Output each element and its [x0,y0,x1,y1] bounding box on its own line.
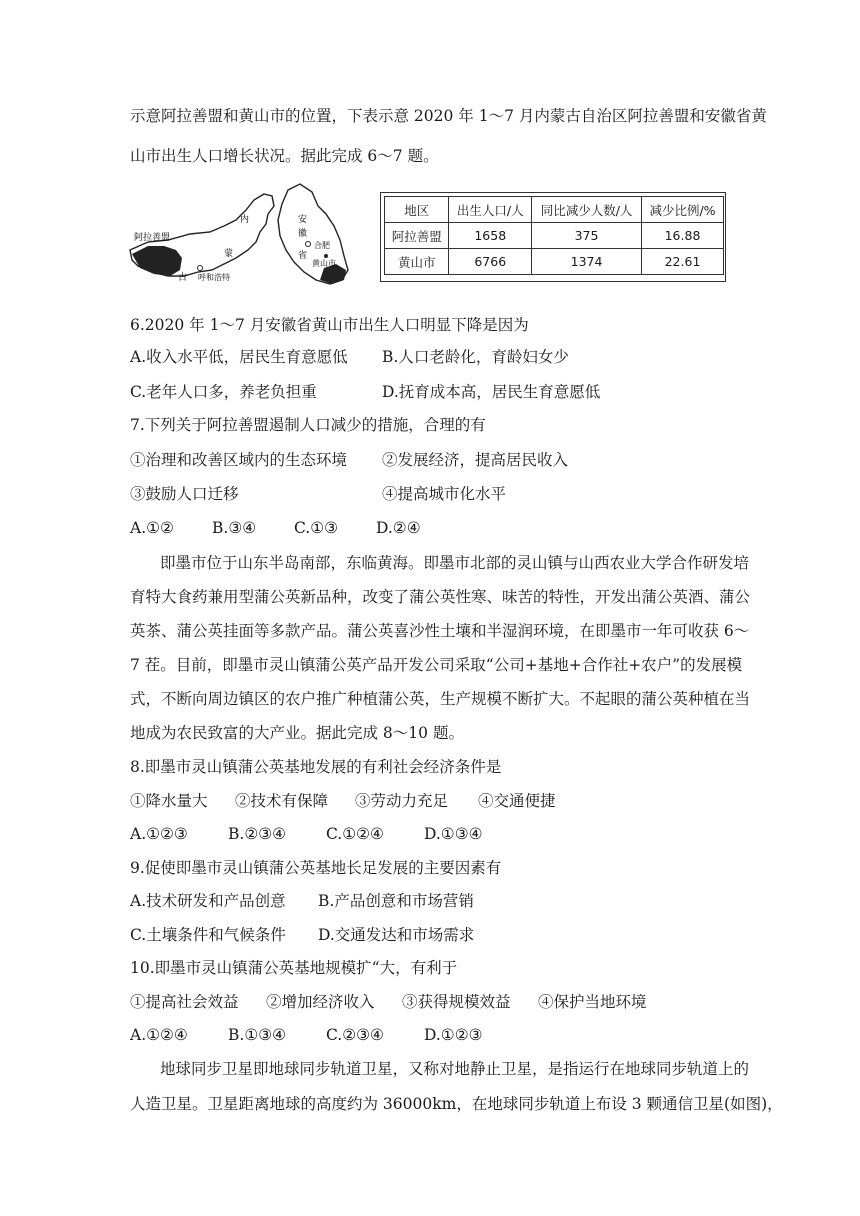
q6-stem: 6.2020 年 1～7 月安徽省黄山市出生人口明显下降是因为 [130,316,529,334]
im-label-2: 蒙 [224,249,234,259]
q9-options-cd [130,924,474,946]
q10-option-a: A.①②④ [130,1026,188,1044]
q8-stem: 8.即墨市灵山镇蒲公英基地发展的有利社会经济条件是 [130,758,502,776]
cell-ratio: 16.88 [642,223,724,249]
hefei-label: 合肥 [314,241,330,250]
passage2-line-5: 式，不断向周边镇区的农户推广种植蒲公英，生产规模不断扩大。不起眼的蒲公英种植在当 [130,690,751,708]
passage2-line-2: 育特大食药兼用型蒲公英新品种，改变了蒲公英性寒、味苦的特性，开发出蒲公英酒、蒲公 [130,588,751,606]
intro-line-1: 示意阿拉善盟和黄山市的位置，下表示意 2020 年 1～7 月内蒙古自治区阿拉善盟和安徽省黄 [130,107,767,125]
passage2-line-1: 即墨市位于山东半岛南部，东临黄海。即墨市北部的灵山镇与山西农业大学合作研发培 [160,554,750,572]
passage3-line-2: 人造卫星。卫星距离地球的高度约为 36000km，在地球同步轨道上布设 3 颗通信卫星(如图)， [130,1095,783,1113]
table-header-row [385,197,724,223]
q8-statement-3: ③劳动力充足 [355,792,449,810]
q7-option-d: D.②④ [376,519,421,537]
q8-statement-1: ①降水量大 [130,792,208,810]
huangshan-marker [324,254,328,258]
q8-option-b: B.②③④ [228,825,287,843]
q7-statements-12 [130,449,568,471]
q8-option-d: D.①③④ [424,825,483,843]
cell-births: 6766 [449,249,532,275]
q7-option-a: A.①② [130,519,174,537]
alashan-region [132,246,182,276]
q10-statement-3: ③获得规模效益 [402,993,511,1011]
passage2-line-4: 7 茬。目前，即墨市灵山镇蒲公英产品开发公司采取“公司+基地+合作社+农户”的发展模 [130,656,743,674]
q6-options-ab [130,346,569,368]
cell-decrease: 375 [532,223,642,249]
cell-region: 阿拉善盟 [385,223,449,249]
location-map [128,180,378,295]
im-label-1: 内 [240,215,250,225]
intro-line-2: 山市出生人口增长状况。据此完成 6～7 题。 [130,147,439,165]
hohhot-label: 呼和浩特 [198,273,230,282]
anhui-label-2: 徽 [298,229,308,239]
q8-statement-4: ④交通便捷 [478,792,556,810]
q10-statements [130,991,647,1013]
header-ratio: 减少比例/% [642,197,724,223]
q9-options-ab [130,890,474,912]
huangshan-label: 黄山市 [312,259,336,268]
q9-option-b: B.产品创意和市场营销 [318,892,474,910]
q7-statements-34 [130,483,506,505]
cell-region: 黄山市 [385,249,449,275]
passage3-line-1: 地球同步卫星即地球同步轨道卫星，又称对地静止卫星，是指运行在地球同步轨道上的 [160,1060,750,1078]
q6-option-c: C.老年人口多，养老负担重 [130,383,317,401]
q10-options [130,1024,483,1046]
im-label-3: 古 [178,273,188,283]
q8-options [130,823,483,845]
q7-statement-3: ③鼓励人口迁移 [130,485,239,503]
q7-options [130,517,421,539]
q10-option-c: C.②③④ [326,1026,384,1044]
cell-decrease: 1374 [532,249,642,275]
q10-stem: 10.即墨市灵山镇蒲公英基地规模扩“大，有利于 [130,959,458,977]
q9-option-d: D.交通发达和市场需求 [318,926,475,944]
q6-options-cd [130,381,600,403]
cell-ratio: 22.61 [642,249,724,275]
header-decrease: 同比减少人数/人 [532,197,642,223]
q9-option-c: C.土壤条件和气候条件 [130,926,286,944]
q10-statement-4: ④保护当地环境 [538,993,647,1011]
q8-statement-2: ②技术有保障 [235,792,329,810]
q7-option-c: C.①③ [294,519,339,537]
q8-option-a: A.①②③ [130,825,188,843]
hefei-marker [306,242,311,247]
q10-option-b: B.①③④ [228,1026,287,1044]
q6-option-b: B.人口老龄化，育龄妇女少 [382,348,569,366]
q10-statement-1: ①提高社会效益 [130,993,239,1011]
hohhot-marker [198,266,203,271]
passage2-line-3: 英茶、蒲公英挂面等多款产品。蒲公英喜沙性土壤和半湿润环境，在即墨市一年可收获 6～ [130,622,750,640]
anhui-label-3: 省 [298,251,308,261]
anhui-label-1: 安 [298,215,308,225]
q7-statement-2: ②发展经济，提高居民收入 [382,451,569,469]
header-births: 出生人口/人 [449,197,532,223]
q8-statements [130,790,556,812]
alashan-label: 阿拉善盟 [134,233,171,243]
cell-births: 1658 [449,223,532,249]
q6-option-a: A.收入水平低，居民生育意愿低 [130,348,348,366]
table-row [385,249,724,275]
q7-statement-4: ④提高城市化水平 [382,485,507,503]
header-region: 地区 [385,197,449,223]
q10-option-d: D.①②③ [424,1026,483,1044]
q8-option-c: C.①②④ [326,825,384,843]
q6-option-d: D.抚育成本高，居民生育意愿低 [382,383,601,401]
q7-stem: 7.下列关于阿拉善盟遏制人口减少的措施，合理的有 [130,416,486,434]
birth-population-table [384,196,724,275]
q7-option-b: B.③④ [212,519,257,537]
q9-option-a: A.技术研发和产品创意 [130,892,286,910]
q7-statement-1: ①治理和改善区域内的生态环境 [130,451,348,469]
passage2-line-6: 地成为农民致富的大产业。据此完成 8～10 题。 [130,724,464,742]
q10-statement-2: ②增加经济收入 [266,993,375,1011]
q9-stem: 9.促使即墨市灵山镇蒲公英基地长足发展的主要因素有 [130,859,502,877]
table-row [385,223,724,249]
